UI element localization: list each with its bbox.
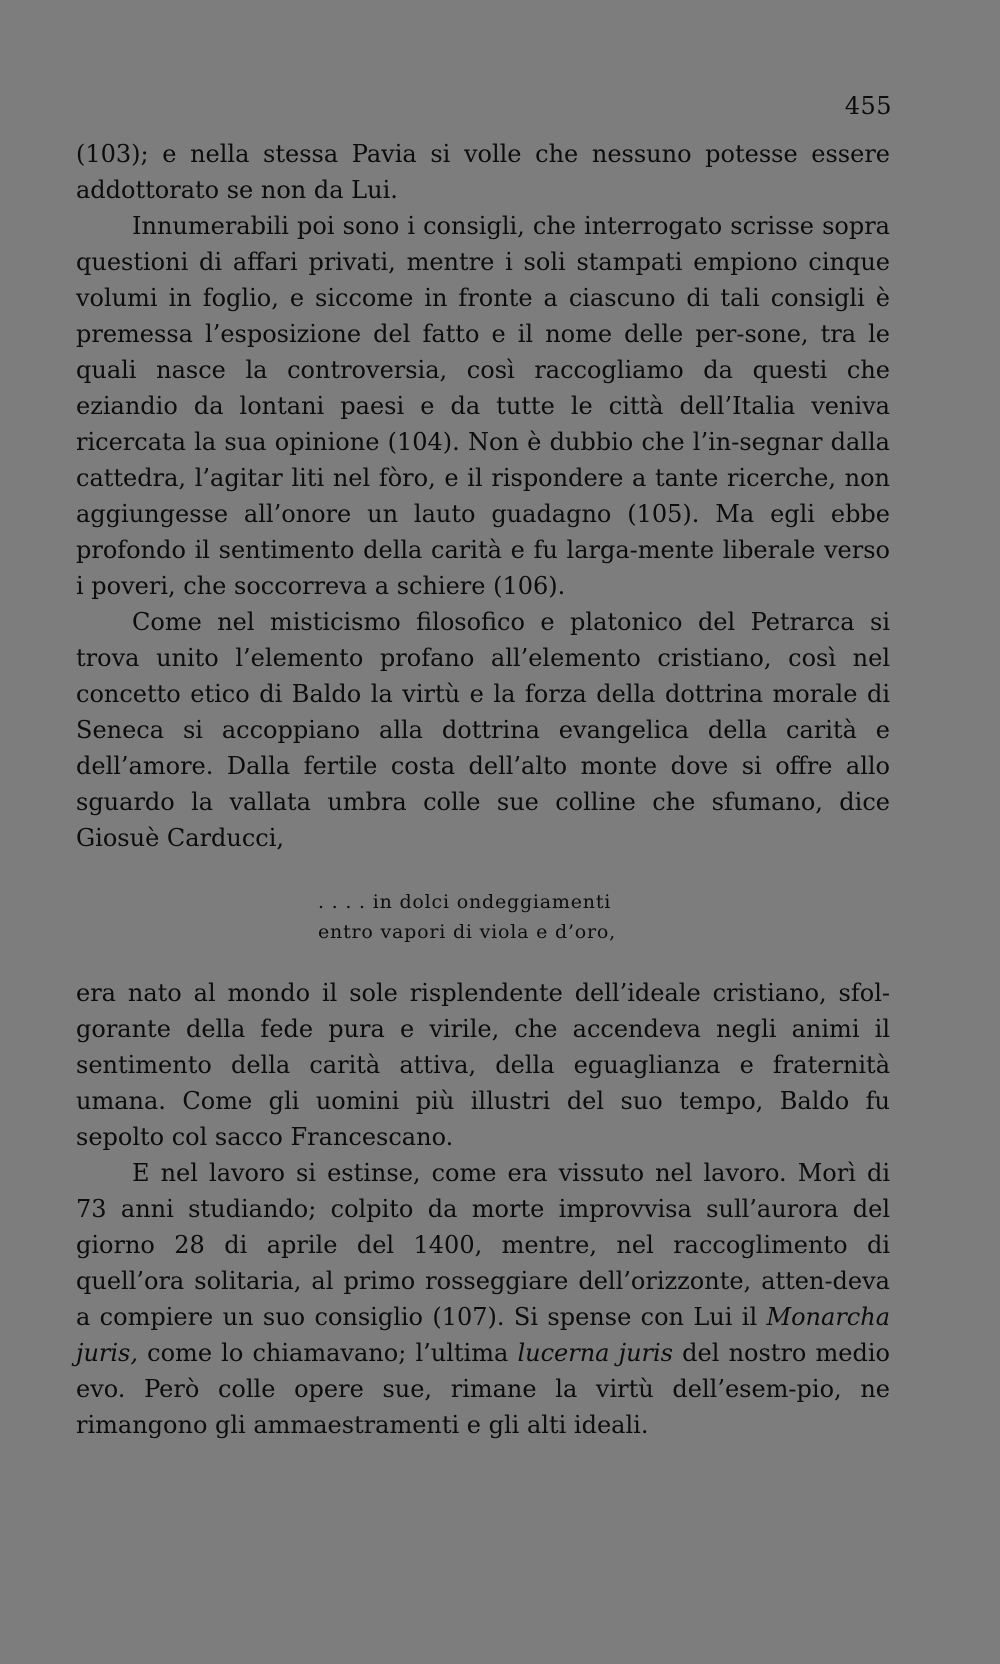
verse-quotation [318,887,718,947]
paragraph-consigli: Innumerabili poi sono i consigli, che interrogato scrisse sopra questioni di affari privati, mentre i soli stampati empiono cinque volumi in foglio, e siccome in fronte a ciascuno di tali consigli è premessa l’esposizione del fatto e il nome delle per-sone, tra le quali nasce la controversia, così raccogliamo da questi che eziandio da lontani paesi e da tutte le città dell’Italia veniva ricercata la sua opinione (104). Non è dubbio che l’in-segnar dalla cattedra, l’agitar liti nel fòro, e il rispondere a tante ricerche, non aggiungesse all’onore un lauto guadagno (105). Ma egli ebbe profondo il sentimento della carità e fu larga-mente liberale verso i poveri, che soccorreva a schiere (106). [76,212,890,600]
italic-monarcha-juris: Monarcha juris, [76,1303,890,1367]
main-text-bottom [76,975,890,1443]
paragraph-morte-text-1: E nel lavoro si estinse, come era vissuto nel lavoro. Morì di 73 anni studiando; colpito da morte improvvisa sull’aurora del giorno 28 di aprile del 1400, mentre, nel raccoglimento di quell’ora solitaria, al primo rosseggiare dell’orizzonte, atten-deva a compiere un suo consiglio (107). Si spense con Lui il [76,1159,890,1331]
main-text-top [76,136,890,856]
paragraph-morte-text-3: del nostro medio evo. Però colle opere sue, rimane la virtù dell’esem-pio, ne rimangono gli ammaestramenti e gli alti ideali. [76,1339,890,1439]
paragraph-sole: era nato al mondo il sole risplendente dell’ideale cristiano, sfol-gorante della fede pura e virile, che accendeva negli animi il sentimento della carità attiva, della eguaglianza e fraternità umana. Come gli uomini più illustri del suo tempo, Baldo fu sepolto col sacco Francescano. [76,979,890,1151]
verse-line-2: entro vapori di viola e d’oro, [318,921,616,943]
page-number: 455 [844,92,892,120]
verse-line-1: . . . . in dolci ondeggiamenti [318,891,612,913]
paragraph-morte-text-2: come lo chiamavano; l’ultima [138,1339,518,1367]
paragraph-continuation: (103); e nella stessa Pavia si volle che nessuno potesse essere addottorato se non da Lui. [76,140,890,204]
italic-lucerna-juris: lucerna juris [517,1339,673,1367]
paragraph-misticismo: Come nel misticismo filosofico e platonico del Petrarca si trova unito l’elemento profano all’elemento cristiano, così nel concetto etico di Baldo la virtù e la forza della dottrina morale di Seneca si accoppiano alla dottrina evangelica della carità e dell’amore. Dalla fertile costa dell’alto monte dove si offre allo sguardo la vallata umbra colle sue colline che sfumano, dice Giosuè Carducci, [76,608,890,852]
paragraph-morte [76,1155,890,1443]
